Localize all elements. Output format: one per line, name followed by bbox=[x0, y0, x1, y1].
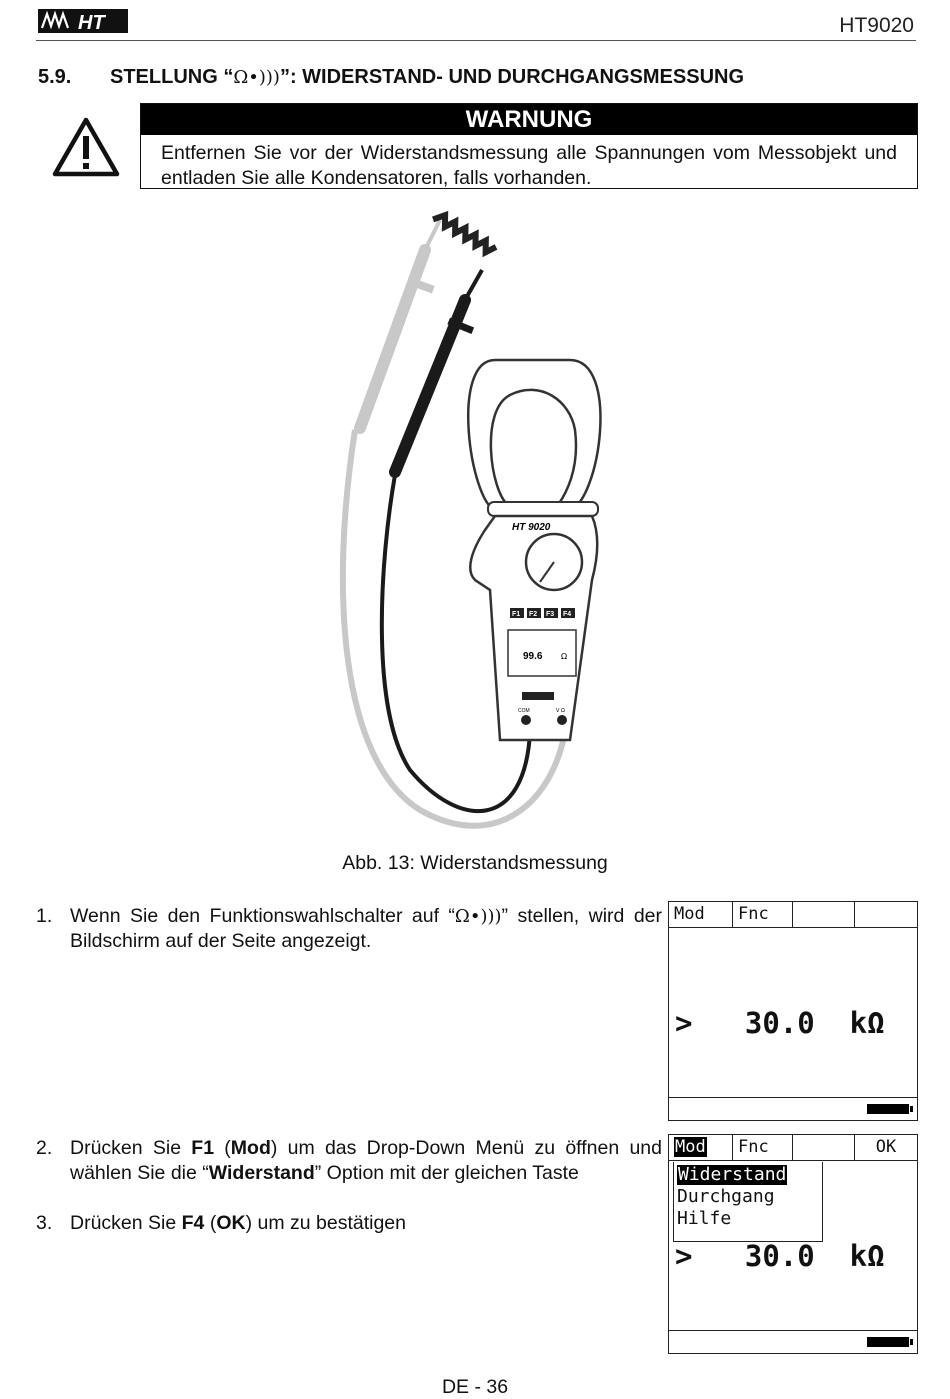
warning-triangle-icon bbox=[52, 116, 120, 178]
step-text-part: ( bbox=[214, 1137, 231, 1159]
step-text-part: Drücken Sie bbox=[70, 1137, 192, 1159]
device-terminal-com: COM bbox=[518, 708, 530, 714]
model-name: HT9020 bbox=[839, 14, 914, 37]
lcd-tab-ok: OK bbox=[875, 1137, 897, 1157]
lcd-tab-f3 bbox=[793, 902, 855, 927]
key-name: F4 bbox=[181, 1212, 205, 1234]
section-title-suffix: ”: WIDERSTAND- UND DURCHGANGSMESSUNG bbox=[279, 66, 745, 88]
warning-text: Entfernen Sie vor der Widerstandsmessung alle Spannungen vom Messobjekt und entladen Sie alle Kondensatoren, falls vorhanden. bbox=[161, 142, 897, 189]
step-text bbox=[70, 1211, 662, 1236]
lcd-tab-f3 bbox=[793, 1135, 855, 1160]
lcd-unit: kΩ bbox=[849, 1239, 885, 1273]
step-text bbox=[70, 1136, 662, 1186]
lcd-tab-mod: Mod bbox=[669, 902, 733, 927]
ohm-continuity-symbol: Ω•))) bbox=[454, 906, 502, 927]
step-text bbox=[70, 904, 662, 954]
step-number: 2. bbox=[36, 1137, 53, 1159]
meter-body bbox=[468, 360, 600, 740]
device-display-unit: Ω bbox=[561, 652, 568, 661]
device-model-label: HT 9020 bbox=[512, 522, 551, 533]
lcd-tab-mod-selected: Mod bbox=[675, 1137, 706, 1157]
step-text-part: Drücken Sie bbox=[70, 1212, 182, 1234]
key-name: Mod bbox=[230, 1137, 271, 1159]
step-number: 3. bbox=[36, 1212, 53, 1234]
device-display-reading: 99.6 bbox=[523, 651, 543, 662]
menu-item-hilfe: Hilfe bbox=[677, 1208, 732, 1229]
header-divider bbox=[36, 40, 916, 41]
menu-item-label: Widerstand bbox=[678, 1164, 787, 1185]
option-name: Widerstand bbox=[208, 1162, 315, 1184]
lcd-status-bar bbox=[669, 1097, 917, 1120]
key-name: OK bbox=[216, 1212, 246, 1234]
lcd-prompt: > bbox=[675, 1006, 693, 1040]
lcd-tab-bar bbox=[669, 902, 917, 928]
lcd-tab-fnc: Fnc bbox=[733, 902, 793, 927]
menu-item-widerstand bbox=[677, 1164, 819, 1186]
battery-icon bbox=[867, 1337, 909, 1347]
clamp-meter-illustration bbox=[300, 210, 630, 850]
lcd-status-bar bbox=[669, 1330, 917, 1353]
ohm-continuity-symbol: Ω•))) bbox=[233, 67, 280, 88]
menu-item-durchgang: Durchgang bbox=[677, 1186, 775, 1207]
step-text-part: Wenn Sie den Funktionswahlschalter auf “ bbox=[70, 905, 455, 927]
logo-text: HT bbox=[78, 12, 105, 34]
warning-heading: WARNUNG bbox=[141, 104, 917, 135]
lcd-tab-f4 bbox=[855, 902, 917, 927]
step-number: 1. bbox=[36, 905, 53, 927]
lcd-prompt: > bbox=[675, 1239, 693, 1273]
lcd-value: 30.0 bbox=[744, 1006, 815, 1040]
section-title bbox=[110, 66, 744, 89]
device-key-f3: F3 bbox=[546, 611, 555, 618]
page-number: DE - 36 bbox=[441, 1376, 509, 1398]
lcd-value: 30.0 bbox=[744, 1239, 815, 1273]
lcd-unit: kΩ bbox=[849, 1006, 885, 1040]
lcd-tab-bar bbox=[669, 1135, 917, 1161]
lcd-reading bbox=[675, 1239, 885, 1273]
step-text-part: ” stellen, wird der Bildschirm auf der Seite angezeigt. bbox=[70, 905, 662, 952]
lcd-tab-fnc: Fnc bbox=[733, 1135, 793, 1160]
step-text-part: ) um das Drop-Down Menü zu öffnen und wählen Sie die “ bbox=[70, 1137, 662, 1184]
figure-caption: Abb. 13: Widerstandsmessung bbox=[342, 852, 608, 874]
section-number: 5.9. bbox=[38, 66, 72, 88]
lcd-screen-menu bbox=[668, 1134, 918, 1354]
device-key-f4: F4 bbox=[563, 611, 572, 618]
ht-logo bbox=[38, 6, 128, 36]
step-text-part: ( bbox=[204, 1212, 217, 1234]
warning-box bbox=[140, 103, 918, 189]
device-terminal-v: V Ω bbox=[556, 708, 565, 714]
lcd-tab-mod bbox=[669, 1135, 733, 1160]
device-key-f2: F2 bbox=[529, 611, 538, 618]
section-title-prefix: STELLUNG “ bbox=[110, 66, 234, 88]
step-text-part: ) um zu bestätigen bbox=[245, 1212, 406, 1234]
lcd-screen-resistance bbox=[668, 901, 918, 1121]
lcd-reading bbox=[675, 1006, 885, 1040]
battery-icon bbox=[867, 1104, 909, 1114]
key-name: F1 bbox=[191, 1137, 215, 1159]
step-text-part: ” Option mit der gleichen Taste bbox=[314, 1162, 579, 1184]
device-key-f1: F1 bbox=[512, 611, 521, 618]
lcd-dropdown-menu bbox=[673, 1162, 823, 1242]
